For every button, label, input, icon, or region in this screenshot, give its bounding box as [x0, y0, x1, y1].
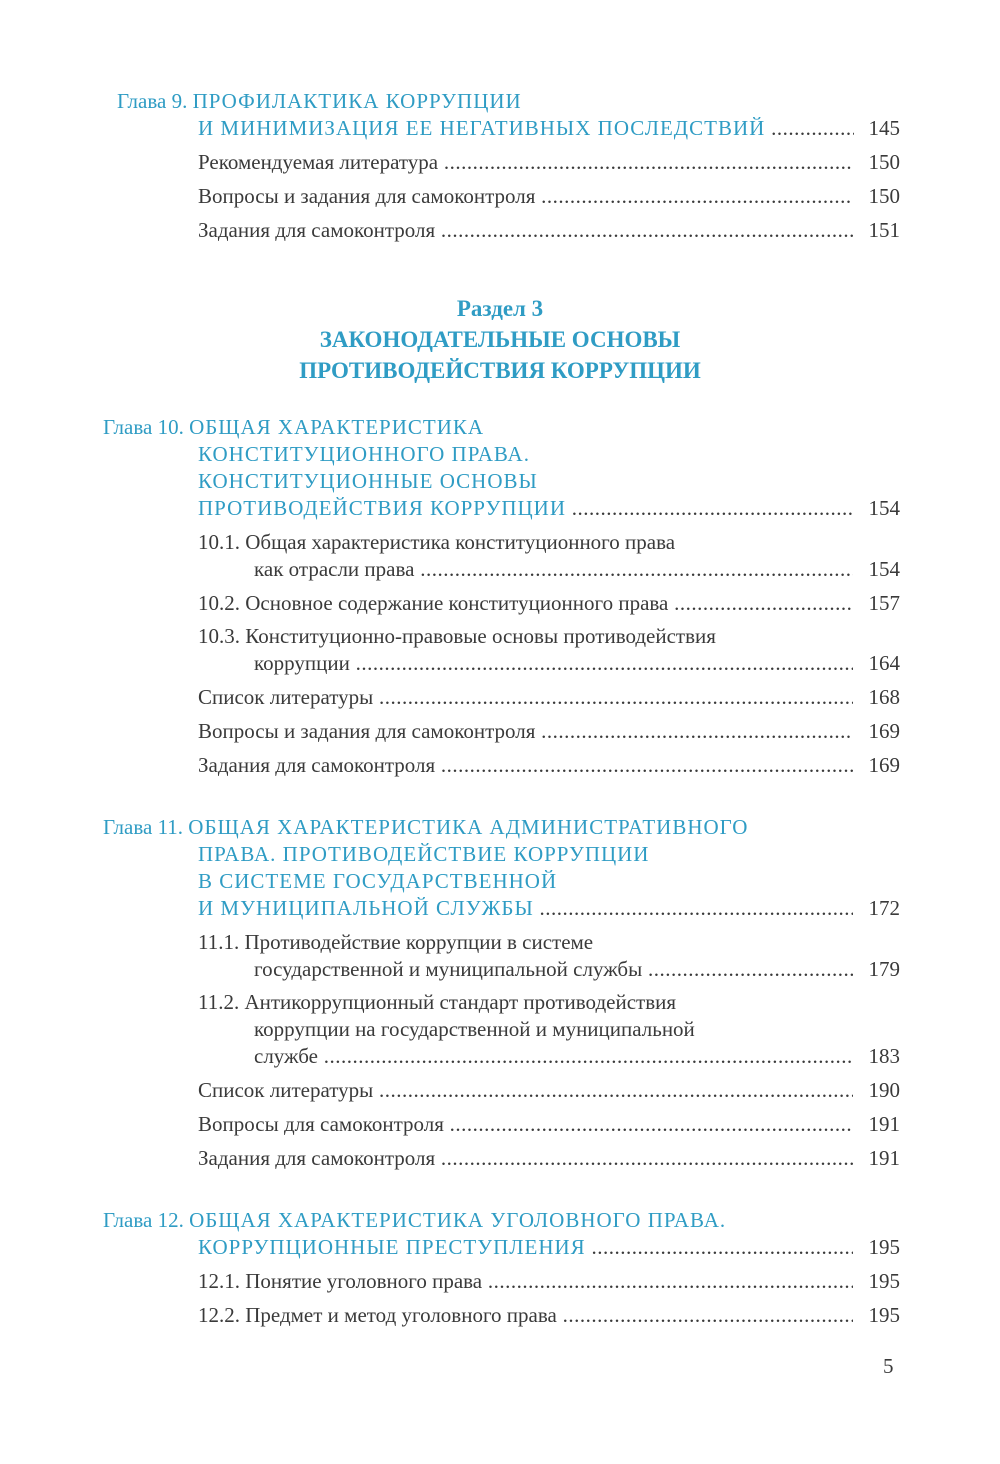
toc-entry-page: 169: [854, 752, 900, 778]
ch11-sub2-line2: коррупции на государственной и муниципальной: [254, 1017, 695, 1041]
ch10-sub2-row[interactable]: [0, 590, 1000, 616]
section3-label: Раздел 3: [456, 296, 544, 321]
page-number: 5: [883, 1354, 894, 1378]
toc-entry-page: 195: [854, 1302, 900, 1328]
ch10-title-line1: ОБЩАЯ ХАРАКТЕРИСТИКА: [189, 415, 485, 439]
ch9-title-row[interactable]: [0, 115, 1000, 141]
ch10-sub3-line1: 10.3. Конституционно-правовые основы противодействия: [198, 624, 716, 648]
toc-entry[interactable]: [0, 684, 1000, 710]
toc-entry-text: Список литературы .....: [198, 684, 853, 710]
toc-entry-page: 195: [854, 1268, 900, 1294]
ch12-label: Глава 12.: [103, 1208, 184, 1232]
toc-entry[interactable]: [0, 752, 1000, 778]
toc-entry-text: Вопросы и задания для самоконтроля .....: [198, 183, 853, 209]
toc-entry[interactable]: [0, 718, 1000, 744]
toc-entry[interactable]: [0, 1111, 1000, 1137]
ch11-title-line4: И МУНИЦИПАЛЬНОЙ СЛУЖБЫ .....: [198, 895, 853, 921]
toc-entry[interactable]: [0, 149, 1000, 175]
ch11-sub2-line1: 11.2. Антикоррупционный стандарт противодействия: [198, 990, 677, 1014]
ch11-title-line2: ПРАВА. ПРОТИВОДЕЙСТВИЕ КОРРУПЦИИ: [198, 842, 650, 866]
ch10-title-line2: КОНСТИТУЦИОННОГО ПРАВА.: [198, 442, 530, 466]
toc-entry-text: 12.2. Предмет и метод уголовного права .....: [198, 1302, 853, 1328]
ch9-label: Глава 9.: [117, 89, 188, 113]
ch9-title-line2: И МИНИМИЗАЦИЯ ЕЕ НЕГАТИВНЫХ ПОСЛЕДСТВИЙ .....: [198, 115, 858, 141]
ch10-title-line3: КОНСТИТУЦИОННЫЕ ОСНОВЫ: [198, 469, 538, 493]
ch10-sub1-page: 154: [854, 556, 900, 582]
ch12-page: 195: [854, 1234, 900, 1260]
toc-entry-text: Задания для самоконтроля .....: [198, 1145, 853, 1171]
section3-title-line2: ПРОТИВОДЕЙСТВИЯ КОРРУПЦИИ: [299, 358, 701, 383]
ch9-title-line1: ПРОФИЛАКТИКА КОРРУПЦИИ: [192, 89, 522, 113]
toc-entry-page: 191: [854, 1145, 900, 1171]
ch11-heading-line1: [103, 814, 748, 840]
ch11-sub1-page: 179: [854, 956, 900, 982]
toc-entry-page: 190: [854, 1077, 900, 1103]
toc-entry-text: 12.1. Понятие уголовного права .....: [198, 1268, 853, 1294]
ch10-label: Глава 10.: [103, 415, 184, 439]
toc-entry-text: Задания для самоконтроля .....: [198, 217, 853, 243]
ch10-sub3-row[interactable]: [0, 650, 1000, 676]
ch12-heading-line1: [103, 1207, 726, 1233]
ch12-title-row[interactable]: [0, 1234, 1000, 1260]
ch12-title-line1: ОБЩАЯ ХАРАКТЕРИСТИКА УГОЛОВНОГО ПРАВА.: [189, 1208, 727, 1232]
ch10-sub3-line2: коррупции .....: [254, 650, 853, 676]
toc-entry-page: 151: [854, 217, 900, 243]
section3-title-line1: ЗАКОНОДАТЕЛЬНЫЕ ОСНОВЫ: [319, 327, 681, 352]
toc-entry-text: Вопросы и задания для самоконтроля .....: [198, 718, 853, 744]
ch10-page: 154: [854, 495, 900, 521]
ch10-sub2-page: 157: [854, 590, 900, 616]
ch10-sub3-page: 164: [854, 650, 900, 676]
ch11-sub1-row[interactable]: [0, 956, 1000, 982]
ch11-sub1-line2: государственной и муниципальной службы .....: [254, 956, 853, 982]
toc-entry-page: 168: [854, 684, 900, 710]
toc-entry-page: 169: [854, 718, 900, 744]
toc-entry-page: 191: [854, 1111, 900, 1137]
toc-entry-text: Вопросы для самоконтроля .....: [198, 1111, 853, 1137]
ch10-sub1-line1: 10.1. Общая характеристика конституционного права: [198, 530, 676, 554]
toc-entry[interactable]: [0, 217, 1000, 243]
ch10-sub2-text: 10.2. Основное содержание конституционного права .....: [198, 590, 853, 616]
toc-entry-text: Рекомендуемая литература .....: [198, 149, 853, 175]
ch11-sub2-page: 183: [854, 1043, 900, 1069]
toc-entry[interactable]: [0, 1302, 1000, 1328]
ch11-title-row[interactable]: [0, 895, 1000, 921]
toc-entry[interactable]: [0, 1145, 1000, 1171]
ch9-page: 145: [854, 115, 900, 141]
toc-entry-text: Список литературы .....: [198, 1077, 853, 1103]
toc-entry[interactable]: [0, 183, 1000, 209]
ch10-sub1-row[interactable]: [0, 556, 1000, 582]
ch11-sub2-row[interactable]: [0, 1043, 1000, 1069]
ch11-label: Глава 11.: [103, 815, 184, 839]
ch11-page: 172: [854, 895, 900, 921]
ch10-title-line4: ПРОТИВОДЕЙСТВИЯ КОРРУПЦИИ .....: [198, 495, 853, 521]
ch11-title-line3: В СИСТЕМЕ ГОСУДАРСТВЕННОЙ: [198, 869, 558, 893]
ch12-title-line2: КОРРУПЦИОННЫЕ ПРЕСТУПЛЕНИЯ .....: [198, 1234, 853, 1260]
toc-entry-page: 150: [854, 183, 900, 209]
ch10-sub1-line2: как отрасли права .....: [254, 556, 853, 582]
toc-entry[interactable]: [0, 1077, 1000, 1103]
ch11-title-line1: ОБЩАЯ ХАРАКТЕРИСТИКА АДМИНИСТРАТИВНОГО: [188, 815, 749, 839]
ch10-title-row[interactable]: [0, 495, 1000, 521]
ch11-sub2-line3: службе .....: [254, 1043, 853, 1069]
ch11-sub1-line1: 11.1. Противодействие коррупции в системе: [198, 930, 594, 954]
toc-entry[interactable]: [0, 1268, 1000, 1294]
ch10-heading-line1: [103, 414, 484, 440]
toc-entry-text: Задания для самоконтроля .....: [198, 752, 853, 778]
ch9-heading-line1: [117, 88, 522, 114]
toc-entry-page: 150: [854, 149, 900, 175]
